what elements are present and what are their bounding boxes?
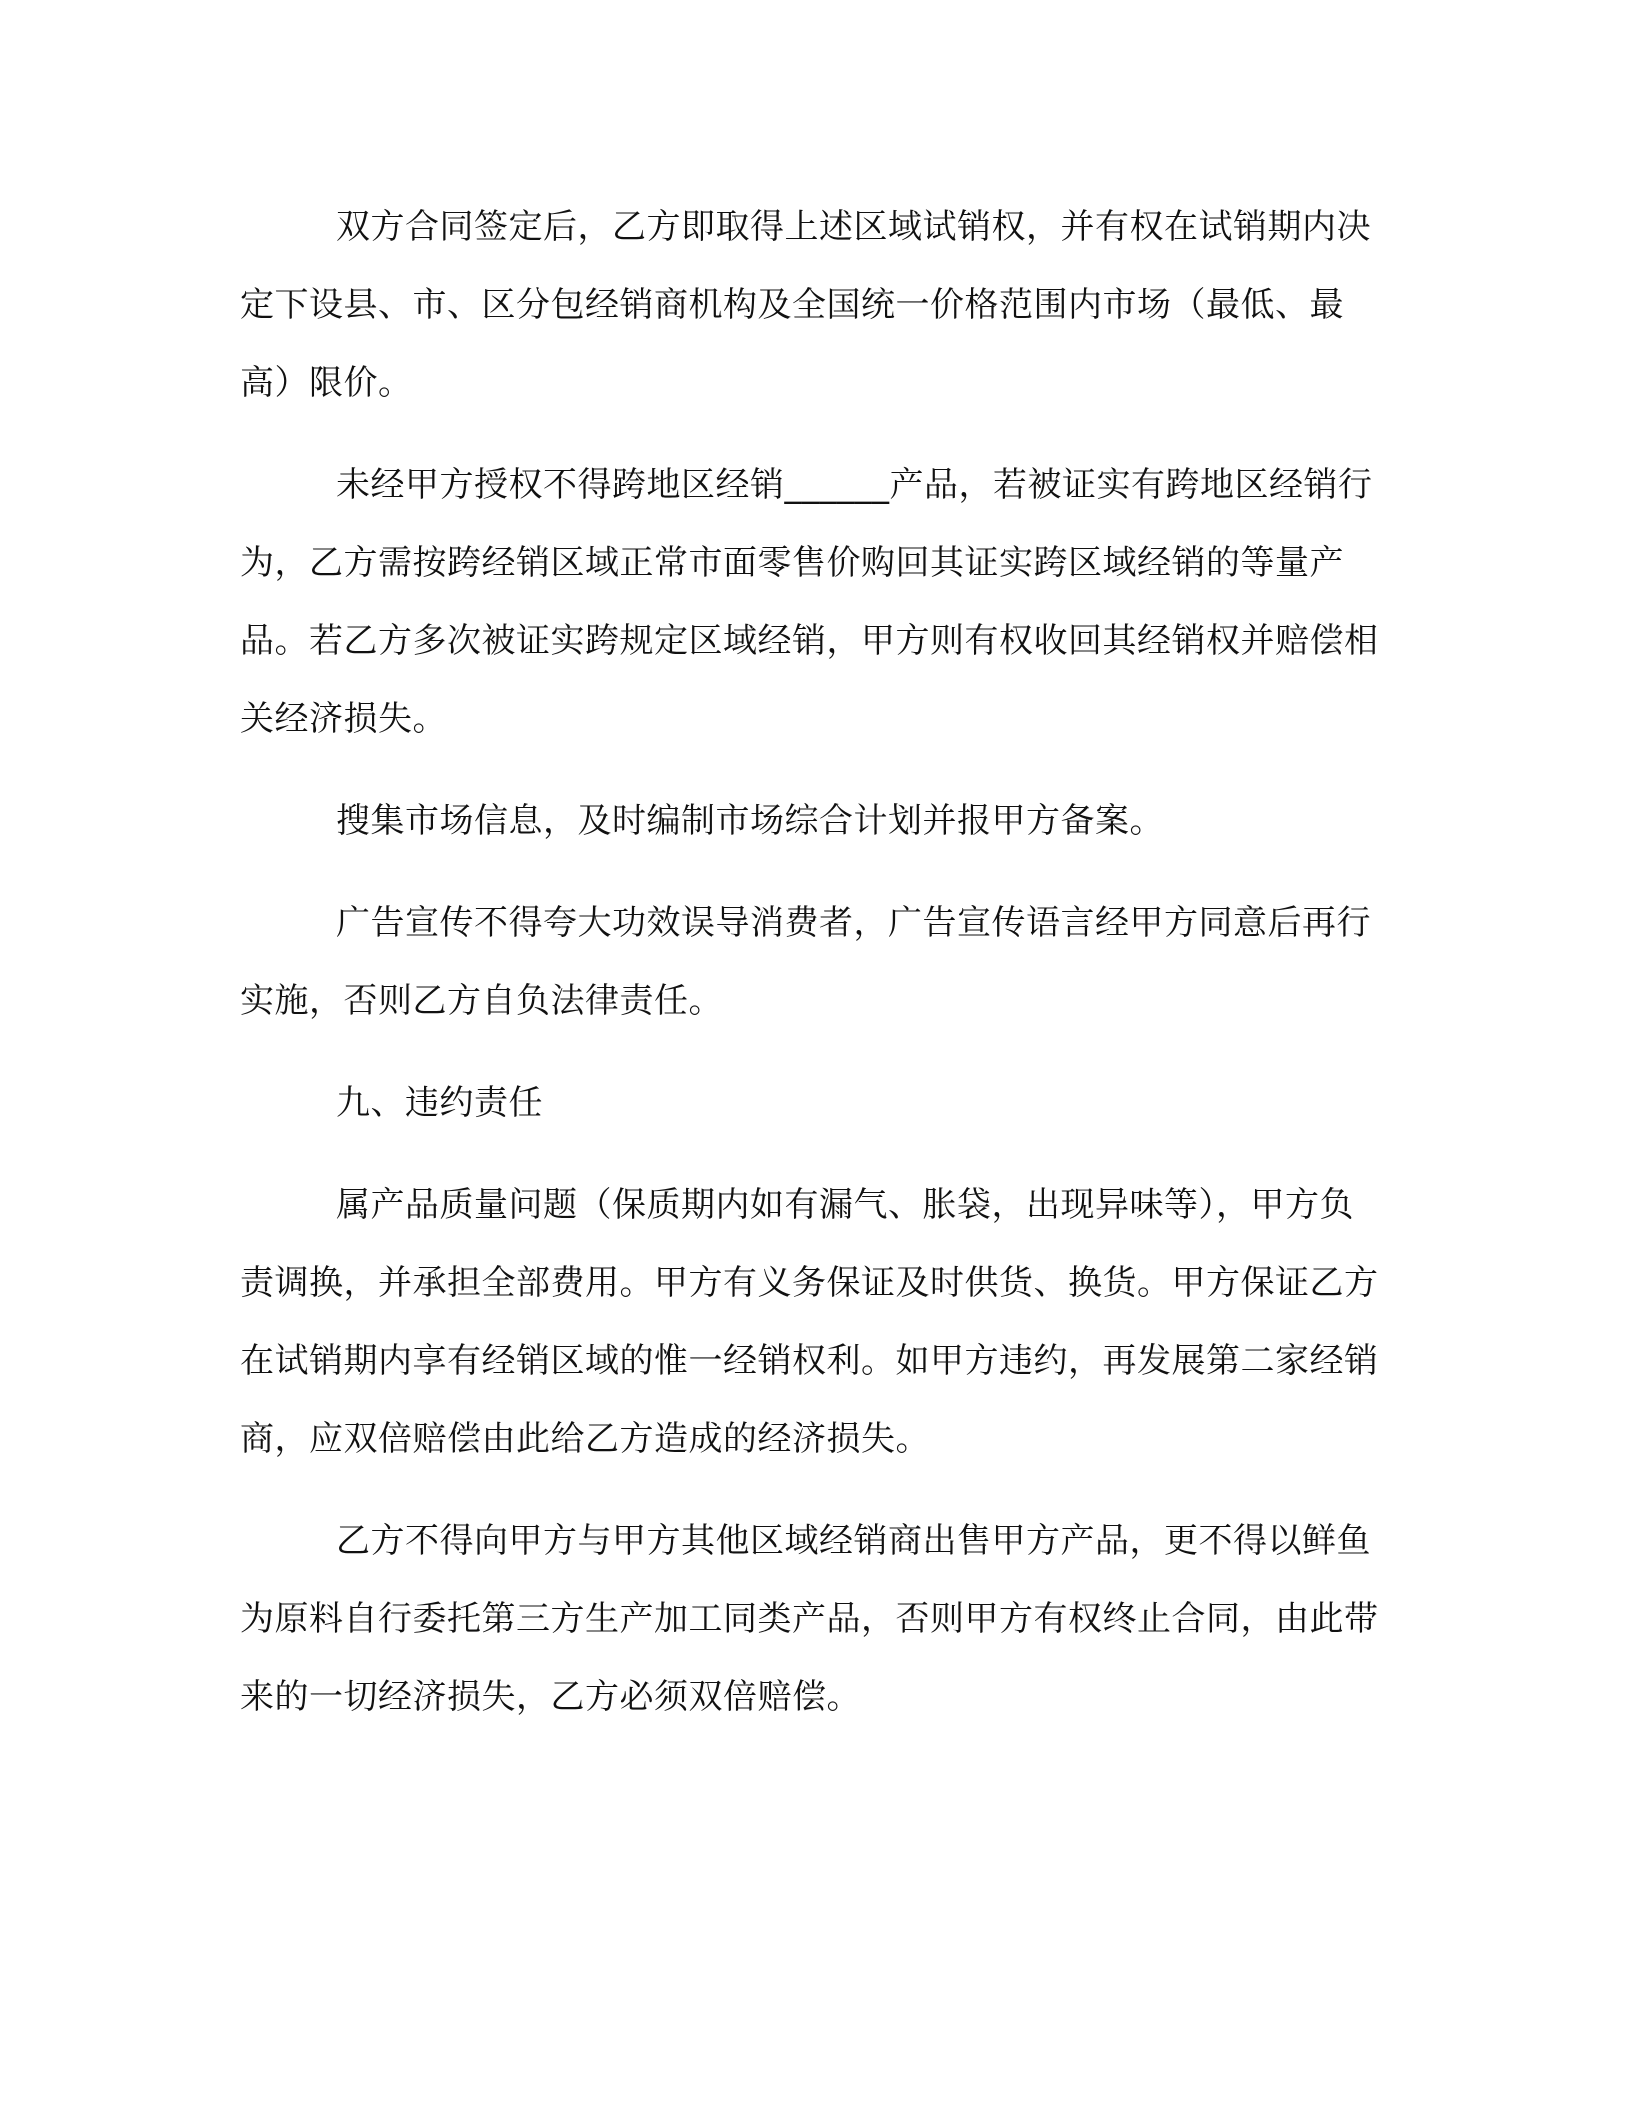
paragraph-advertising: 广告宣传不得夸大功效误导消费者，广告宣传语言经甲方同意后再行实施，否则乙方自负法律责任。 [240,903,1371,1021]
paragraph-market-information: 搜集市场信息，及时编制市场综合计划并报甲方备案。 [336,801,1164,841]
paragraph-cross-region-sales: 未经甲方授权不得跨地区经销______产品，若被证实有跨地区经销行为，乙方需按跨经销区域正常市面零售价购回其证实跨区域经销的等量产品。若乙方多次被证实跨规定区域经销，甲方则有权收回其经销权并赔偿相关经济损失。 [240,465,1379,739]
paragraph-trial-sales-rights: 双方合同签定后，乙方即取得上述区域试销权，并有权在试销期内决定下设县、市、区分包经销商机构及全国统一价格范围内市场（最低、最高）限价。 [240,207,1371,403]
paragraph-quality-issues: 属产品质量问题（保质期内如有漏气、胀袋，出现异味等），甲方负责调换，并承担全部费用。甲方有义务保证及时供货、换货。甲方保证乙方在试销期内享有经销区域的惟一经销权利。如甲方违约，再发展第二家经销商，应双倍赔偿由此给乙方造成的经济损失。 [240,1185,1379,1459]
paragraph-no-resale: 乙方不得向甲方与甲方其他区域经销商出售甲方产品，更不得以鲜鱼为原料自行委托第三方生产加工同类产品，否则甲方有权终止合同，由此带来的一切经济损失，乙方必须双倍赔偿。 [240,1521,1379,1717]
document-body [240,188,1380,1736]
section-heading-breach-liability: 九、违约责任 [336,1083,543,1123]
